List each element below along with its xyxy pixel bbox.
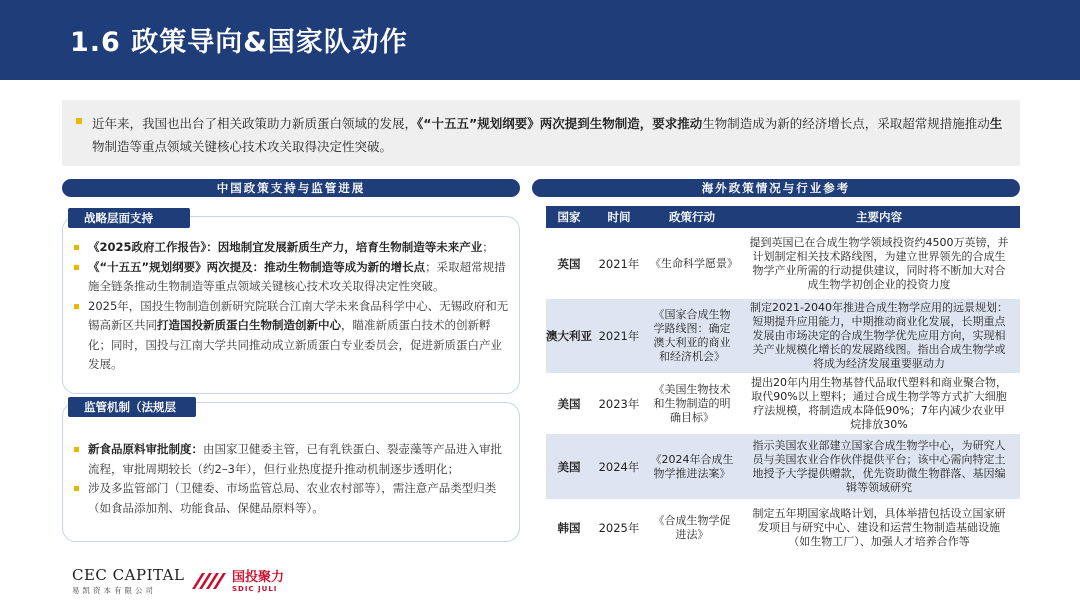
intro-box <box>62 100 1020 166</box>
sdic-juli-mark-icon <box>190 569 228 591</box>
table-row <box>546 299 1020 373</box>
cell-policy: 《生命科学愿景》 <box>650 256 738 270</box>
cell-year: 2021年 <box>598 256 640 271</box>
page-title: 1.6 政策导向&国家队动作 <box>70 27 408 58</box>
column-header-policy: 政策行动 <box>669 210 715 224</box>
regulation-tag: 监管机制（法规层面） <box>68 397 196 417</box>
title-bar <box>0 0 1080 80</box>
table-row <box>546 434 1020 499</box>
table-row <box>546 499 1020 556</box>
cec-capital-logo <box>72 566 184 596</box>
bullet-icon <box>76 118 82 124</box>
bullet-icon <box>74 265 79 270</box>
cell-country: 美国 <box>557 459 581 474</box>
bullet-icon <box>74 447 79 452</box>
cell-year: 2023年 <box>598 396 640 411</box>
table-row <box>546 373 1020 434</box>
strategic-support-tag: 战略层面支持 <box>68 208 190 228</box>
cell-policy: 《2024年合成生物学推进法案》 <box>650 452 734 480</box>
column-header-content: 主要内容 <box>856 210 902 224</box>
bullet-icon <box>74 245 79 250</box>
table-header <box>546 206 1020 228</box>
china-policy-banner: 中国政策支持与监管进展 <box>62 179 520 197</box>
cell-content: 制定五年期国家战略计划，具体举措包括设立国家研发项目与研究中心、建设和运营生物制造基础设施（如生物工厂）、加强人才培养合作等 <box>752 506 1006 548</box>
list-item: 新食品原料审批制度：由国家卫健委主管，已有乳铁蛋白、裂壶藻等产品进入审批流程，审批周期较长（约2–3年），但行业热度提升推动机制逐步透明化； <box>74 440 510 479</box>
column-header-year: 时间 <box>607 210 631 224</box>
cell-country: 英国 <box>557 256 581 271</box>
cec-capital-logo-text: CEC CAPITAL <box>72 566 185 584</box>
cell-policy: 《合成生物学促进法》 <box>653 513 731 541</box>
cell-content: 提出20年内用生物基替代品取代塑料和商业聚合物，取代90%以上塑料；通过合成生物学等方式扩大细胞疗法规模，将制造成本降低90%；7年内减少农业甲烷排放30% <box>751 375 1007 431</box>
cell-country: 美国 <box>557 396 581 411</box>
sdic-juli-logo-subtext: SDIC JULI <box>232 585 278 593</box>
list-item: 涉及多监管部门（卫健委、市场监管总局、农业农村部等），需注意产品类型归类（如食品添加剂、功能食品、保健品原料等）。 <box>74 479 510 518</box>
cell-year: 2024年 <box>598 459 640 474</box>
bullet-icon <box>74 304 79 309</box>
list-item: 2025年，国投生物制造创新研究院联合江南大学未来食品科学中心、无锡政府和无锡高新区共同打造国投新质蛋白生物制造创新中心，瞄准新质蛋白技术的创新孵化；同时，国投与江南大学共同推动成立新质蛋白专业委员会，促进新质蛋白产业发展。 <box>74 297 510 375</box>
sdic-juli-logo <box>190 566 284 593</box>
list-item: 《2025政府工作报告》：因地制宜发展新质生产力，培育生物制造等未来产业； <box>74 238 510 258</box>
overseas-policy-table <box>546 206 1020 556</box>
cell-content: 提到英国已在合成生物学领域投资约4500万英镑，并计划制定相关技术路线图，为建立世界领先的合成生物学产业所需的行动提供建议，同时将不断加大对合成生物学初创企业的投资力度 <box>749 235 1009 291</box>
column-header-country: 国家 <box>557 210 581 224</box>
list-item: 《“十五五”规划纲要》两次提及：推动生物制造等成为新的增长点；采取超常规措施全链条推动生物制造等重点领域关键核心技术攻关取得决定性突破。 <box>74 258 510 297</box>
cell-policy: 《国家合成生物学路线图：确定澳大利亚的商业和经济机会》 <box>653 308 731 363</box>
cell-policy: 《美国生物技术和生物制造的明确目标》 <box>653 382 731 424</box>
cell-year: 2021年 <box>598 329 640 343</box>
sdic-juli-logo-text: 国投聚力 <box>232 570 285 585</box>
intro-text: 近年来，我国也出台了相关政策助力新质蛋白领域的发展，《“十五五”规划纲要》两次提到生物制造，要求推动生物制造成为新的经济增长点，采取超常规措施推动生物制造等重点领域关键核心技术攻关取得决定性突破。 <box>92 116 1003 154</box>
cell-content: 指示美国农业部建立国家合成生物学中心，为研究人员与美国农业合作伙伴提供平台；该中心需向特定土地授予大学提供赠款，优先资助微生物群落、基因编辑等领域研究 <box>752 438 1006 494</box>
bullet-icon <box>74 486 79 491</box>
table-row <box>546 228 1020 299</box>
cell-content: 制定2021-2040年推进合成生物学应用的远景规划：短期提升应用能力，中期推动商业化发展，长期重点发展由市场决定的合成生物学优先应用方向，实现相关产业规模化增长的发展路线图。指出合成生物学或将成为经济发展重要驱动力 <box>750 301 1008 370</box>
regulation-list <box>74 440 510 518</box>
cec-capital-logo-subtext: 易凯资本有限公司 <box>72 586 156 595</box>
cell-country: 澳大利亚 <box>546 329 592 343</box>
cell-year: 2025年 <box>598 520 640 535</box>
overseas-policy-banner: 海外政策情况与行业参考 <box>532 179 1020 197</box>
cell-country: 韩国 <box>557 520 581 535</box>
strategic-support-list <box>74 238 510 375</box>
